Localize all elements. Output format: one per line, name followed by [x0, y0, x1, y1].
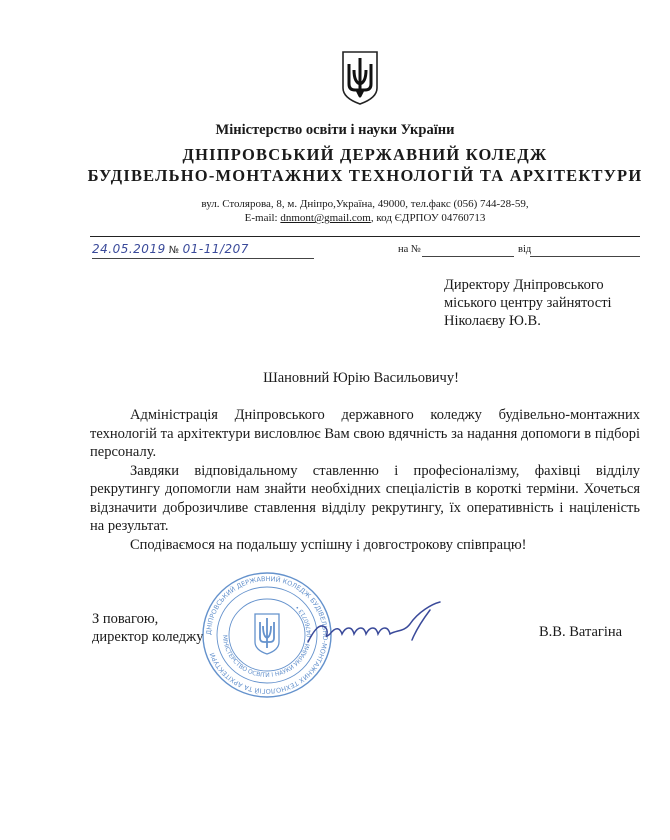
closing-phrase: З повагою, — [92, 611, 159, 627]
body-paragraph: Сподіваємося на подальшу успішну і довгострокову співпрацю! — [130, 536, 527, 553]
ministry-name: Міністерство освіти і науки України — [215, 122, 455, 138]
email-link[interactable]: dnmont@gmail.com — [280, 212, 371, 224]
email-label: E-mail: — [244, 212, 281, 224]
addressee-line: Ніколаєву Ю.В. — [444, 313, 541, 329]
stamp-inner-path: МІНІСТЕРСТВО ОСВІТИ І НАУКИ УКРАЇНИ • 04760713 • — [220, 603, 314, 680]
college-name-line2: БУДІВЕЛЬНО-МОНТАЖНИХ ТЕХНОЛОГІЙ ТА АРХІТЕКТУРИ — [87, 166, 643, 185]
addressee-line: міського центру зайнятості — [444, 295, 612, 311]
registration-date: 24.05.2019 — [92, 242, 166, 256]
addressee-line: Директору Дніпровського — [444, 277, 604, 293]
letterhead-divider — [90, 236, 640, 237]
reference-number-blank — [422, 256, 514, 257]
signatory-name: В.В. Ватагіна — [539, 624, 623, 640]
stamp-trident-icon — [255, 614, 279, 654]
college-name-line1: ДНІПРОВСЬКИЙ ДЕРЖАВНИЙ КОЛЕДЖ — [182, 145, 548, 164]
handwritten-signature — [300, 600, 450, 650]
registration-number — [92, 242, 314, 259]
outgoing-number: 01-11/207 — [182, 242, 249, 256]
reference-date-label: від — [518, 244, 532, 255]
body-paragraph: Адміністрація Дніпровського державного коледжу будівельно-монтажних технологій та архітектури висловлює Вам свою вдячність за надання допомоги в підборі персоналу. — [90, 407, 640, 460]
edrpou-code: , код ЄДРПОУ 04760713 — [370, 212, 486, 224]
body-paragraph: Завдяки відповідальному ставленню і професіоналізму, фахівці відділу рекрутингу допомогли нам знайти необхідних спеціалістів в короткі терміни. Хочеться відзначити доброзичливе ставлення відділу рекрутингу, їх оперативність і націленість на результат. — [90, 462, 640, 534]
reference-date-blank — [530, 256, 640, 257]
number-sign: № — [168, 245, 180, 256]
stamp-outer-path: ДНІПРОВСЬКИЙ ДЕРЖАВНИЙ КОЛЕДЖ БУДІВЕЛЬНО-МОНТАЖНИХ ТЕХНОЛОГІЙ ТА АРХІТЕКТУРИ — [204, 574, 330, 696]
letter-body — [90, 406, 640, 554]
ukraine-trident-icon — [340, 50, 380, 106]
closing-block — [92, 610, 203, 646]
reference-number-label: на № — [398, 244, 421, 255]
contact-line — [0, 212, 670, 224]
addressee-block — [444, 276, 612, 330]
signatory-title: директор коледжу — [92, 629, 204, 645]
address-line: вул. Столярова, 8, м. Дніпро,Україна, 49000, тел.факс (056) 744-28-59, — [201, 198, 529, 210]
salutation: Шановний Юрію Васильовичу! — [263, 370, 459, 386]
